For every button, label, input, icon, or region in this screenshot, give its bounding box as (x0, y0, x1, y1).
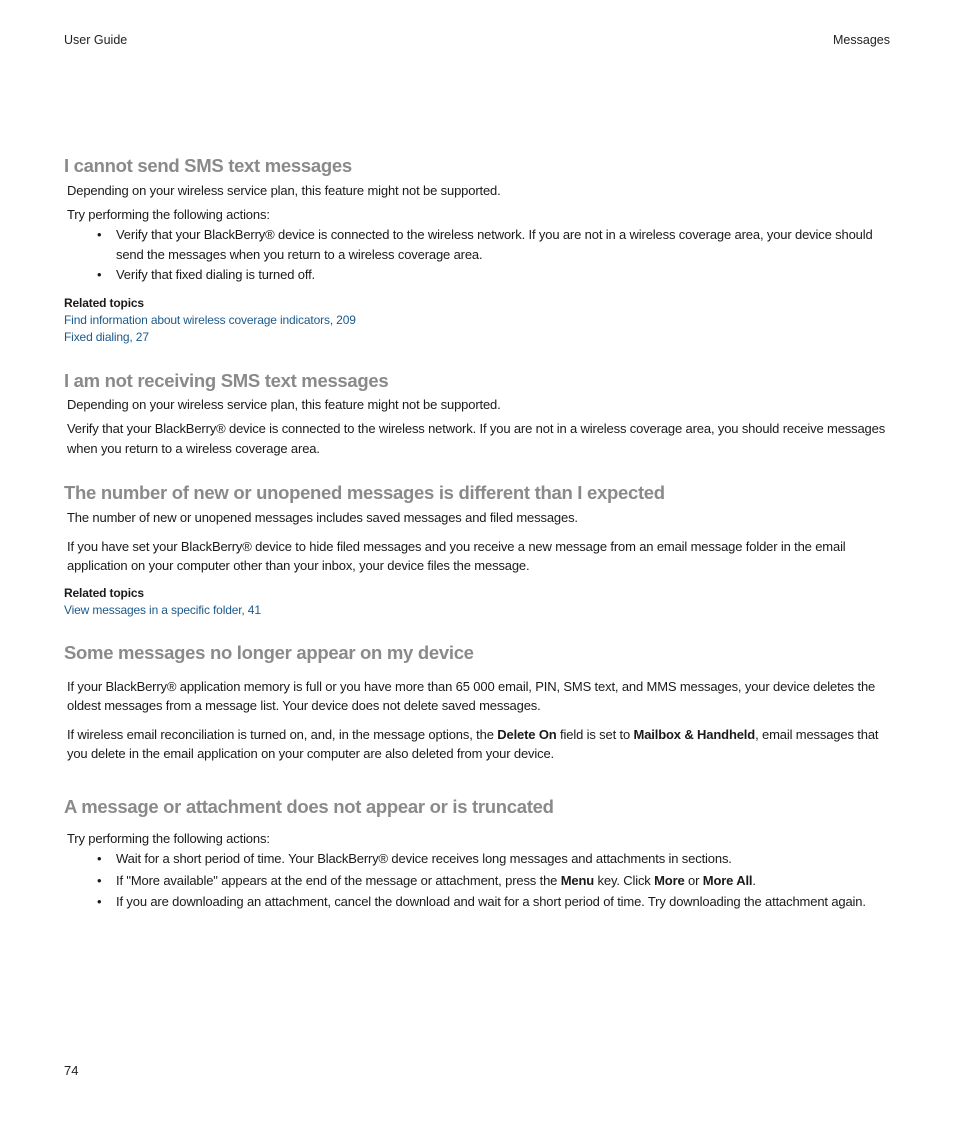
related-topics (64, 585, 892, 619)
paragraph: If wireless email reconciliation is turned on, and, in the message options, the Delete On field is set to Mailbox & Handheld, email messages that you delete in the email application on your computer are also deleted from your device. (67, 726, 879, 761)
related-topics-title: Related topics (64, 585, 144, 600)
option-more-all: More All (702, 872, 753, 888)
list-item: • Verify that fixed dialing is turned off. (64, 265, 892, 285)
section-heading: A message or attachment does not appear or is truncated (64, 795, 554, 817)
list-item: • If "More available" appears at the end of the message or attachment, press the Menu key. Click More or More All. (64, 871, 892, 891)
paragraph: Try performing the following actions: (67, 830, 270, 846)
list-item: • Verify that your BlackBerry® device is connected to the wireless network. If you are not in a wireless coverage area, your device should send the messages when you return to a wireless coverage area. (64, 225, 892, 264)
value-mailbox-handheld: Mailbox & Handheld (633, 726, 756, 742)
field-name-delete-on: Delete On (497, 726, 557, 742)
section-cannot-send-sms (64, 154, 892, 346)
section-messages-disappear (64, 641, 892, 764)
section-message-count-different (64, 481, 892, 619)
bullet-list (64, 849, 892, 912)
key-menu: Menu (560, 872, 595, 888)
section-message-truncated (64, 795, 892, 912)
section-not-receiving-sms (64, 369, 892, 459)
running-header-right: Messages (833, 33, 890, 47)
section-heading: I cannot send SMS text messages (64, 155, 352, 176)
paragraph: If you have set your BlackBerry® device to hide filed messages and you receive a new message from an email message folder in the email application on your computer other than your inbox, your device files the message. (67, 538, 846, 573)
page-content (64, 154, 892, 912)
related-topics (64, 295, 892, 346)
section-heading: I am not receiving SMS text messages (64, 369, 389, 391)
paragraph: Try performing the following actions: (67, 206, 270, 222)
list-item: • If you are downloading an attachment, cancel the download and wait for a short period of time. Try downloading the attachment again. (64, 892, 892, 912)
bullet-list (64, 225, 892, 285)
related-link-coverage-indicators[interactable]: Find information about wireless coverage indicators, 209 (64, 312, 356, 327)
paragraph: If your BlackBerry® application memory is full or you have more than 65 000 email, PIN, SMS text, and MMS messages, your device deletes the oldest messages from a message list. Your device does not delete saved messages. (67, 678, 876, 713)
paragraph: Depending on your wireless service plan, this feature might not be supported. (67, 183, 501, 198)
section-heading: The number of new or unopened messages is different than I expected (64, 482, 665, 503)
section-heading: Some messages no longer appear on my device (64, 641, 474, 663)
related-link-view-folder[interactable]: View messages in a specific folder, 41 (64, 602, 261, 617)
list-item: • Wait for a short period of time. Your BlackBerry® device receives long messages and attachments in sections. (64, 849, 892, 869)
running-header-left: User Guide (64, 33, 128, 47)
option-more: More (654, 872, 685, 888)
related-link-fixed-dialing[interactable]: Fixed dialing, 27 (64, 329, 149, 344)
related-topics-title: Related topics (64, 295, 144, 310)
paragraph: Verify that your BlackBerry® device is connected to the wireless network. If you are not in a wireless coverage area, you should receive messages when you return to a wireless coverage area. (67, 421, 886, 456)
paragraph: The number of new or unopened messages includes saved messages and filed messages. (67, 510, 578, 525)
page-number: 74 (64, 1063, 79, 1078)
paragraph: Depending on your wireless service plan, this feature might not be supported. (67, 396, 501, 412)
